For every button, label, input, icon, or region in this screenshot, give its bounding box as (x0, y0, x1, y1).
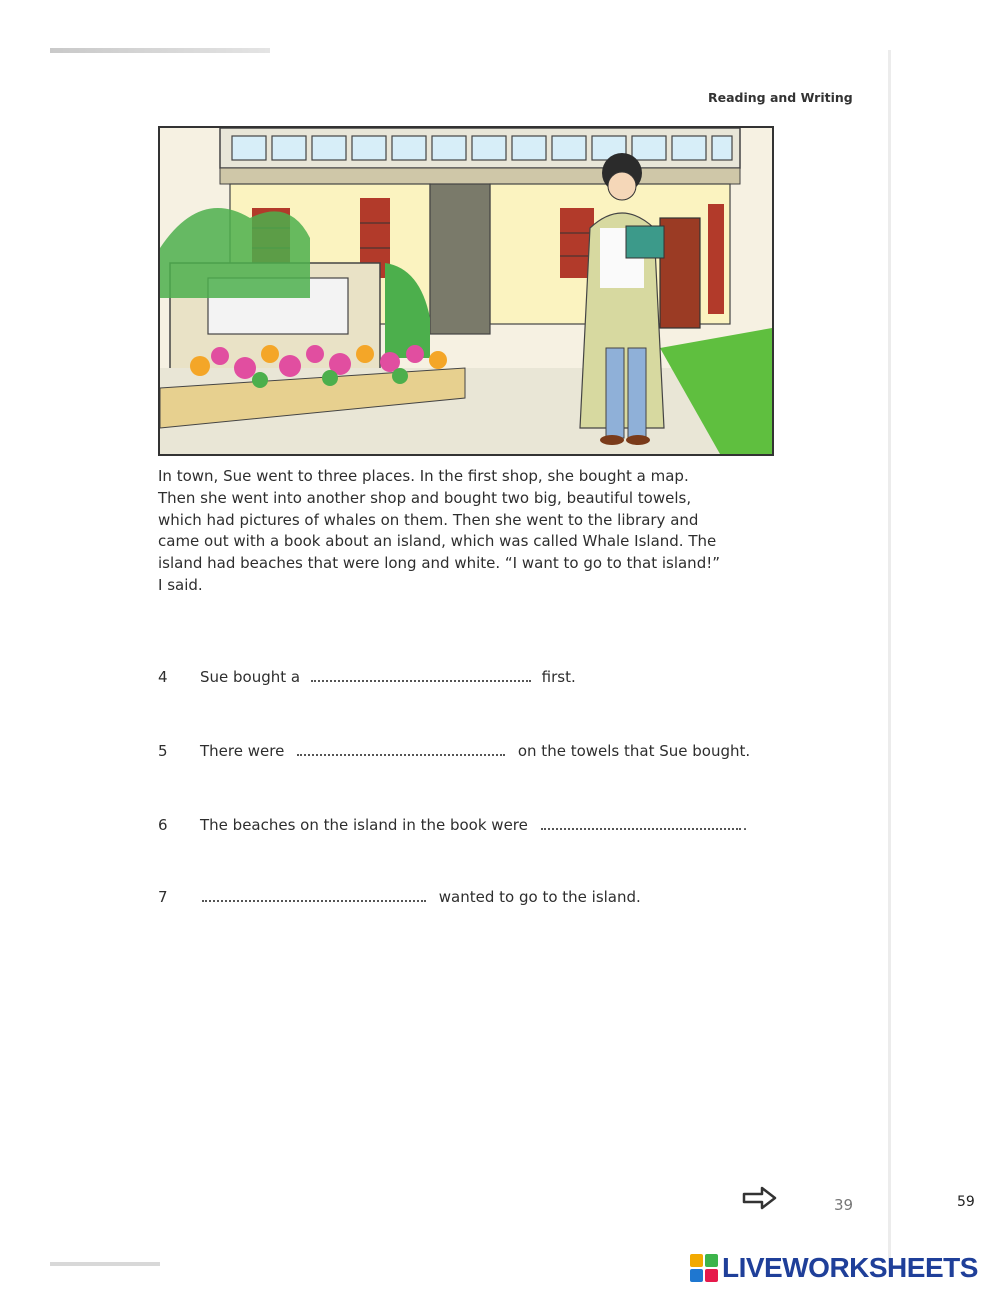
question-prefix: There were (200, 742, 285, 760)
question-text (200, 668, 576, 686)
question-prefix: Sue bought a (200, 668, 301, 686)
page-number: 39 (834, 1196, 854, 1214)
passage-line: island had beaches that were long and white. “I want to go to that island!” (158, 554, 720, 573)
question-number: 6 (158, 816, 168, 834)
passage-line: came out with a book about an island, which was called Whale Island. The (158, 532, 717, 551)
scan-shadow-top (50, 48, 270, 53)
scan-edge-right (888, 50, 891, 1270)
library-illustration (158, 126, 774, 456)
answer-blank[interactable] (297, 742, 505, 756)
section-title: Reading and Writing (708, 90, 853, 105)
passage-line: I said. (158, 575, 203, 594)
question-suffix: . (742, 816, 748, 834)
answer-blank[interactable] (541, 816, 741, 830)
scan-shadow-bottom (50, 1262, 160, 1266)
question-prefix: The beaches on the island in the book were (200, 816, 528, 834)
question-suffix: on the towels that Sue bought. (517, 742, 751, 760)
answer-blank[interactable] (202, 888, 426, 902)
liveworksheets-logo[interactable] (690, 1252, 978, 1284)
brand-name: LIVEWORKSHEETS (722, 1252, 978, 1283)
question-text (202, 888, 641, 906)
question-number: 7 (158, 888, 168, 906)
brand-logo-icon (690, 1254, 718, 1282)
question-number: 5 (158, 742, 168, 760)
worksheet-number: 59 (957, 1194, 975, 1210)
question-text (200, 816, 747, 834)
passage-line: Then she went into another shop and bought two big, beautiful towels, (158, 488, 692, 507)
question-suffix: wanted to go to the island. (438, 888, 641, 906)
passage-line: which had pictures of whales on them. Then she went to the library and (158, 510, 699, 529)
right-arrow-icon (742, 1186, 778, 1210)
question-suffix: first. (541, 668, 576, 686)
reading-passage (158, 466, 778, 597)
passage-line: In town, Sue went to three places. In the first shop, she bought a map. (158, 467, 689, 485)
question-number: 4 (158, 668, 168, 686)
answer-blank[interactable] (311, 668, 531, 682)
question-text (200, 742, 750, 760)
